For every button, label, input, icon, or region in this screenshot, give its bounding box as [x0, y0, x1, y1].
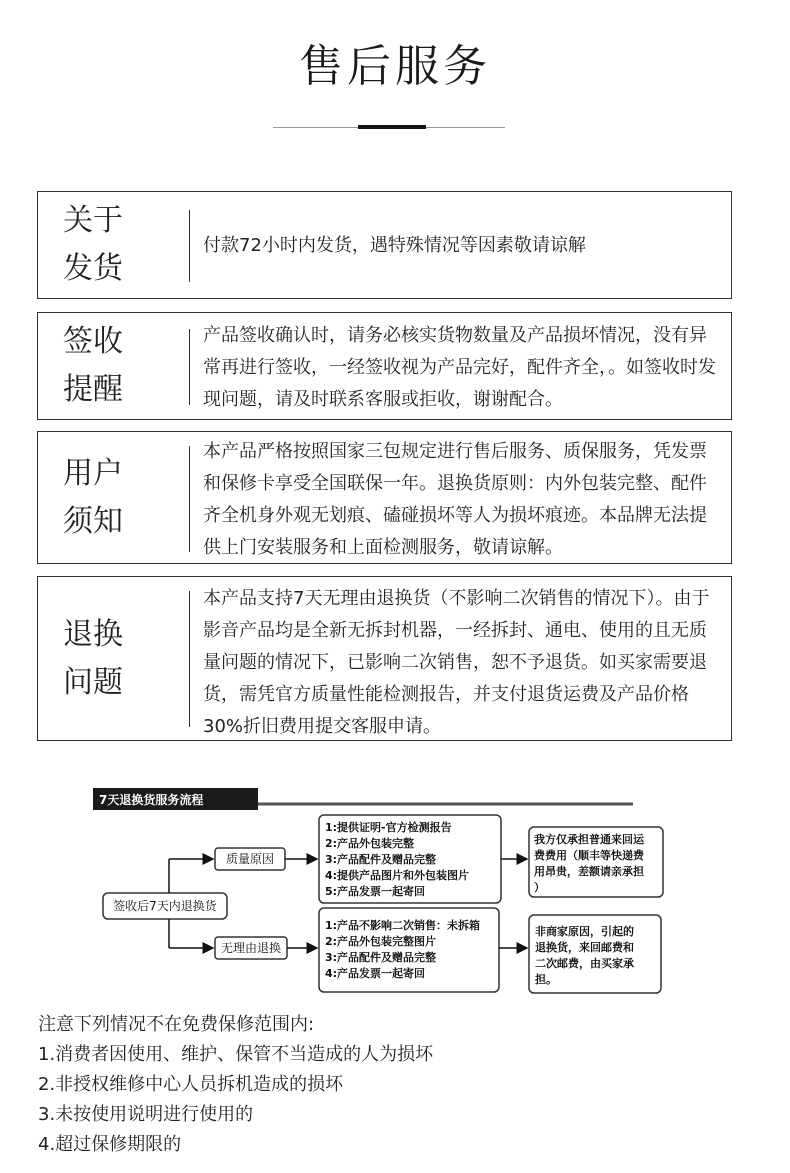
section-label-line1: 用户 — [63, 455, 123, 491]
section-shipping — [37, 191, 732, 299]
quality-result-line: 我方仅承担普通来回运 — [534, 833, 644, 846]
quality-result-line: 用昂贵，差额请亲承担 — [534, 865, 644, 878]
section-receipt — [37, 312, 732, 420]
noreason-result-line: 二次邮费，由买家承 — [535, 957, 634, 970]
quality-item: 3:产品配件及赠品完整 — [325, 853, 437, 866]
noreason-result-line: 非商家原因，引起的 — [535, 925, 634, 938]
noreason-item: 1:产品不影响二次销售：未拆箱 — [325, 919, 481, 932]
notes-heading: 注意下列情况不在免费保修范围内: — [38, 1014, 315, 1035]
quality-result-line: 费费用（顺丰等快递费 — [534, 849, 644, 862]
notes-item: 2.非授权维修中心人员拆机造成的损坏 — [38, 1074, 344, 1095]
noreason-result-line: 退换货，来回邮费和 — [535, 941, 634, 954]
section-label-line1: 退换 — [63, 616, 123, 652]
quality-item: 2:产品外包装完整 — [325, 837, 415, 850]
section-label-line2: 提醒 — [63, 372, 123, 407]
quality-result-line: ） — [534, 881, 545, 894]
section-returns — [37, 576, 732, 741]
noreason-result-line: 担。 — [535, 973, 557, 986]
section-divider — [189, 446, 190, 552]
noreason-item: 3:产品配件及赠品完整 — [325, 951, 437, 964]
section-content: 产品签收确认时，请务必核实货物数量及产品损坏情况，没有异常再进行签收，一经签收视为产品完好，配件齐全，。如签收时发现问题，请及时联系客服或拒收，谢谢配合。 — [203, 325, 716, 410]
section-label — [38, 313, 148, 419]
section-label-line2: 问题 — [63, 664, 123, 700]
quality-item: 4:提供产品图片和外包装图片 — [325, 869, 470, 882]
flow-title-bar-tail — [253, 788, 258, 810]
title-accent-bar — [358, 125, 426, 129]
section-label-line1: 签收 — [63, 324, 123, 359]
page-title: 售后服务 — [299, 41, 491, 92]
branch-quality-label: 质量原因 — [225, 852, 275, 866]
section-divider — [189, 329, 190, 405]
section-content: 付款72小时内发货，遇特殊情况等因素敬请谅解 — [203, 235, 586, 256]
noreason-item: 4:产品发票一起寄回 — [325, 967, 426, 980]
start-node-label: 签收后7天内退换货 — [113, 899, 217, 913]
quality-item: 1:提供证明-官方检测报告 — [325, 821, 452, 834]
section-label — [38, 432, 148, 563]
flow-title: 7天退换货服务流程 — [99, 793, 204, 807]
notes-item: 3.未按使用说明进行使用的 — [38, 1104, 254, 1125]
quality-item: 5:产品发票一起寄回 — [325, 885, 426, 898]
section-label — [38, 192, 148, 298]
section-divider — [189, 591, 190, 727]
section-label-line1: 关于 — [63, 203, 123, 238]
section-content: 本产品支持7天无理由退换货（不影响二次销售的情况下）。由于影音产品均是全新无拆封机器，一经拆封、通电、使用的且无质量问题的情况下，已影响二次销售，恕不予退货。如买家需要退货，需凭官方质量性能检测报告，并支付退货运费及产品价格30%折旧费用提交客服申请。 — [203, 588, 710, 737]
section-content: 本产品严格按照国家三包规定进行售后服务、质保服务，凭发票和保修卡享受全国联保一年。退换货原则：内外包装完整、配件齐全机身外观无划痕、磕碰损坏等人为损坏痕迹。本品牌无法提供上门安装服务和上面检测服务，敬请谅解。 — [203, 441, 707, 558]
section-label — [38, 577, 148, 740]
section-user-notice — [37, 431, 732, 564]
branch-noreason-label: 无理由退换 — [220, 941, 282, 955]
return-process-flowchart — [93, 783, 665, 1001]
noreason-item: 2:产品外包装完整图片 — [325, 935, 437, 948]
notes-item: 4.超过保修期限的 — [38, 1134, 182, 1155]
notes-item: 1.消费者因使用、维护、保管不当造成的人为损坏 — [38, 1044, 434, 1065]
warranty-exclusions — [38, 1010, 433, 1160]
section-divider — [189, 210, 190, 282]
section-label-line2: 发货 — [63, 251, 123, 286]
section-label-line2: 须知 — [63, 503, 123, 539]
